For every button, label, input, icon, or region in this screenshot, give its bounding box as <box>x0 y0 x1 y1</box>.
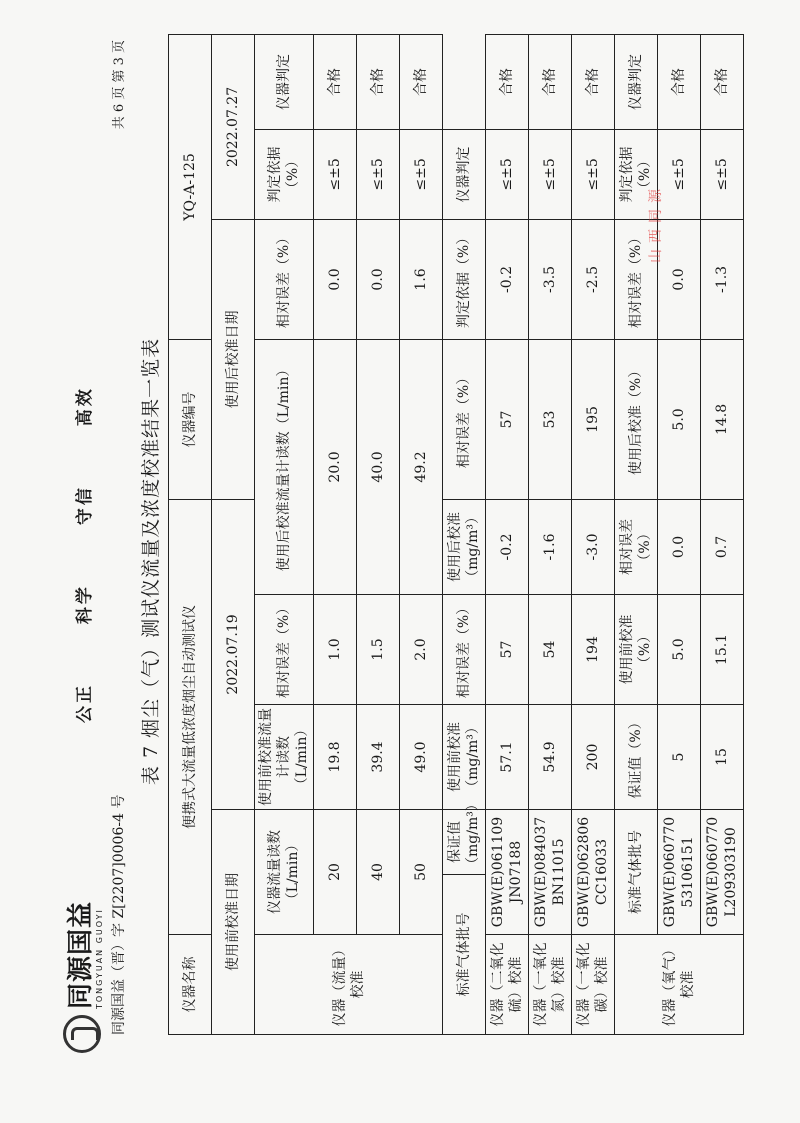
flow-header: 仪器判定 <box>255 34 314 129</box>
table-cell: GBW(E)084037 BN11015 <box>529 810 572 935</box>
flow-header: 使用后校准流量计读数（L/min） <box>255 339 314 594</box>
company-motto: 公正 科学 守信 高效 <box>75 386 95 723</box>
table-cell: -3.0 <box>572 499 615 594</box>
table-cell: 合格 <box>529 34 572 129</box>
table-cell: 5 <box>658 705 701 810</box>
page-info: 共 6 页 第 3 页 <box>112 40 127 130</box>
table-cell: 合格 <box>314 34 357 129</box>
oxygen-header: 保证值（%） <box>615 705 658 810</box>
table-row <box>357 34 400 1034</box>
table-cell: 54.9 <box>529 705 572 810</box>
oxygen-header: 标准气体批号 <box>615 810 658 935</box>
oxygen-header: 相对误差（%） <box>615 499 658 594</box>
table-cell: 53 <box>529 339 572 499</box>
gas-header: 仪器判定 <box>443 129 486 219</box>
table-cell: 合格 <box>400 34 443 129</box>
document-number: 同源国益（晋）字 Z[2207]0006-4 号 <box>111 794 127 1035</box>
flow-header-row <box>255 34 314 1034</box>
pre-date-value: 2022.07.19 <box>212 499 255 809</box>
table-cell: 57 <box>486 595 529 705</box>
table-cell: 54 <box>529 595 572 705</box>
flow-section-label: 仪器（流量）校准 <box>255 935 443 1035</box>
row-label: 仪器（一氧化碳）校准 <box>572 935 615 1035</box>
gas-header: 相对误差（%） <box>443 339 486 499</box>
instrument-name-value: 便携式大流量低浓度烟尘自动测试仪 <box>169 499 212 934</box>
table-cell: 15 <box>701 705 744 810</box>
table-cell: 1.6 <box>400 219 443 339</box>
instrument-id-value: YQ-A-125 <box>169 34 212 339</box>
table-row <box>400 34 443 1034</box>
red-seal-stamp: 山西同源 <box>648 183 664 263</box>
table-cell: ≤±5 <box>314 129 357 219</box>
info-row-dates <box>212 34 255 1034</box>
table-cell: 0.7 <box>701 499 744 594</box>
gas-header: 使用后校准（mg/m³） <box>443 499 486 594</box>
table-cell: 5.0 <box>658 595 701 705</box>
flow-header: 相对误差（%） <box>255 595 314 705</box>
table-cell: 0.0 <box>658 219 701 339</box>
table-title: 表 7 烟尘（气）测试仪流量及浓度校准结果一览表 <box>140 337 162 786</box>
company-logo <box>60 901 104 1053</box>
table-cell: ≤±5 <box>357 129 400 219</box>
logo-icon <box>63 1015 101 1053</box>
flow-header: 判定依据（%） <box>255 129 314 219</box>
table-cell: 14.8 <box>701 339 744 499</box>
table-cell: 1.5 <box>357 595 400 705</box>
table-cell: 40.0 <box>357 339 400 594</box>
gas-header: 标准气体批号 <box>443 875 486 1035</box>
flow-header: 仪器流量读数（L/min） <box>255 810 314 935</box>
row-label: 仪器（一氧化氮）校准 <box>529 935 572 1035</box>
gas-header: 保证值（mg/m³） <box>443 810 486 875</box>
oxygen-header: 使用前校准（%） <box>615 595 658 705</box>
logo-name: 同源国益 <box>66 900 96 1009</box>
oxygen-header: 仪器判定 <box>615 34 658 129</box>
table-cell: 194 <box>572 595 615 705</box>
table-cell: -1.3 <box>701 219 744 339</box>
logo-english: TONGYUAN GUOYI <box>95 908 104 1009</box>
table-cell: 5.0 <box>658 339 701 499</box>
table-cell: 40 <box>357 810 400 935</box>
table-row <box>572 34 615 1034</box>
oxygen-section-label: 仪器（氧气）校准 <box>615 935 744 1035</box>
table-cell: 0.0 <box>658 499 701 594</box>
table-cell: GBW(E)060770 53106151 <box>658 810 701 935</box>
info-row-name <box>169 34 212 1034</box>
table-cell: 合格 <box>658 34 701 129</box>
row-label: 仪器（二氧化硫）校准 <box>486 935 529 1035</box>
table-cell: 0.0 <box>314 219 357 339</box>
table-cell: 50 <box>400 810 443 935</box>
table-cell: 20 <box>314 810 357 935</box>
gas-header: 使用前校准（mg/m³） <box>443 705 486 810</box>
table-cell: 合格 <box>572 34 615 129</box>
table-cell: ≤±5 <box>400 129 443 219</box>
table-cell: -0.2 <box>486 499 529 594</box>
table-cell: ≤±5 <box>529 129 572 219</box>
flow-header: 使用前校准流量计读数（L/min） <box>255 705 314 810</box>
table-cell: GBW(E)062806 CC16033 <box>572 810 615 935</box>
table-cell: 0.0 <box>357 219 400 339</box>
table-cell: 15.1 <box>701 595 744 705</box>
gas-header-row <box>443 34 486 1034</box>
table-row <box>486 34 529 1034</box>
table-cell: 19.8 <box>314 705 357 810</box>
table-cell: -3.5 <box>529 219 572 339</box>
table-cell: 合格 <box>701 34 744 129</box>
pre-date-label: 使用前校准日期 <box>212 810 255 1035</box>
table-cell: 1.0 <box>314 595 357 705</box>
table-cell: -1.6 <box>529 499 572 594</box>
table-cell: ≤±5 <box>572 129 615 219</box>
instrument-id-label: 仪器编号 <box>169 339 212 499</box>
table-cell: GBW(E)060770 L209303190 <box>701 810 744 935</box>
oxygen-header: 判定依据（%） <box>615 129 658 219</box>
table-cell: 200 <box>572 705 615 810</box>
oxygen-header: 相对误差（%） <box>615 219 658 339</box>
table-row <box>529 34 572 1034</box>
table-cell: 20.0 <box>314 339 357 594</box>
instrument-name-label: 仪器名称 <box>169 935 212 1035</box>
table-cell: 合格 <box>357 34 400 129</box>
flow-header: 相对误差（%） <box>255 219 314 339</box>
oxygen-header: 使用后校准（%） <box>615 339 658 499</box>
table-cell: -2.5 <box>572 219 615 339</box>
post-date-value: 2022.07.27 <box>212 34 255 219</box>
table-cell: 57 <box>486 339 529 499</box>
table-row <box>701 34 744 1034</box>
table-cell: ≤±5 <box>658 129 701 219</box>
gas-header: 相对误差（%） <box>443 595 486 705</box>
table-cell: 合格 <box>486 34 529 129</box>
table-cell: ≤±5 <box>486 129 529 219</box>
table-cell: 57.1 <box>486 705 529 810</box>
table-cell: -0.2 <box>486 219 529 339</box>
table-cell: GBW(E)061109 JN07188 <box>486 810 529 935</box>
table-cell: 49.0 <box>400 705 443 810</box>
table-row <box>314 34 357 1034</box>
table-cell: 195 <box>572 339 615 499</box>
table-cell: 2.0 <box>400 595 443 705</box>
table-cell: 49.2 <box>400 339 443 594</box>
table-cell: ≤±5 <box>701 129 744 219</box>
table-cell: 39.4 <box>357 705 400 810</box>
gas-header: 判定依据（%） <box>443 219 486 339</box>
post-date-label: 使用后校准日期 <box>212 219 255 499</box>
